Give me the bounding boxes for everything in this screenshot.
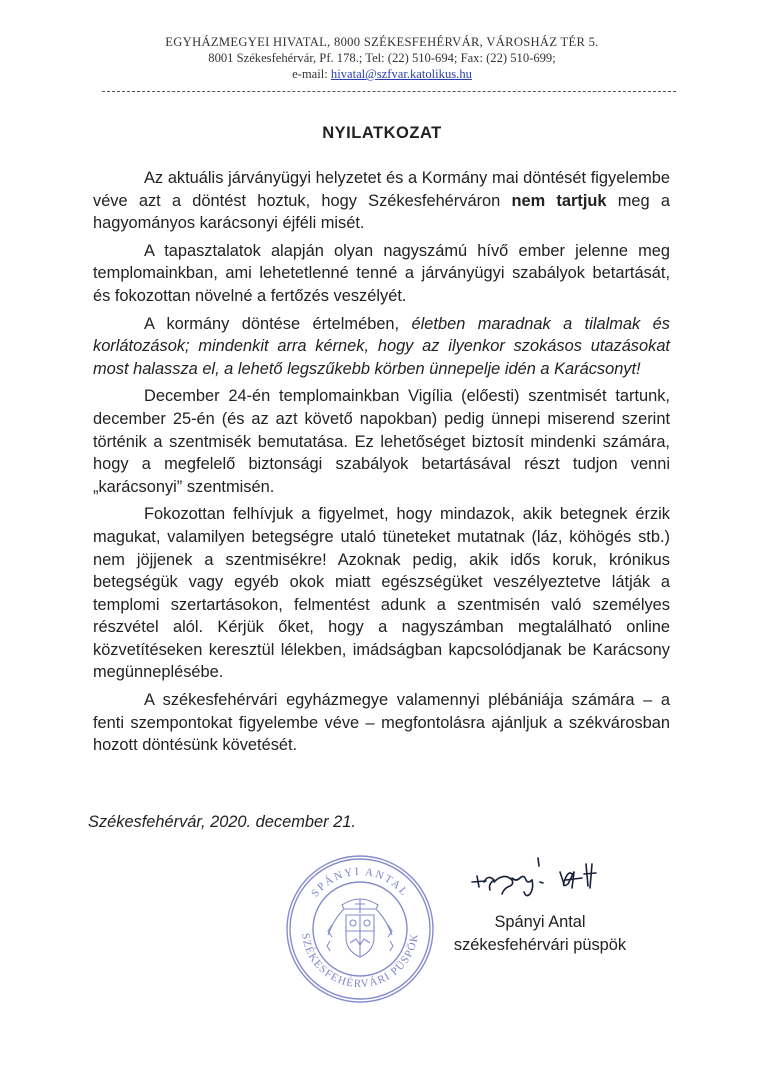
paragraph-5: Fokozottan felhívjuk a figyelmet, hogy mindazok, akik betegnek érzik magukat, valamilyen betegségre utaló tüneteket mutatnak (láz, köhögés stb.) nem jöjjenek a szentmisékre! Azoknak pedig, akik idős koruk, krónikus betegségük vagy egyéb okok miatt egészségüket veszélyeztetve látják a templomi szertartásokon, felmentést adunk a szentmisén való személyes részvétel alól. Kérjük őket, hogy a nagyszámban megtalálható online közvetítéseken keresztül lélekben, imádságban kapcsolódjanak be Karácsony megünneplésébe. bbox=[93, 505, 670, 682]
handwritten-signature bbox=[468, 852, 620, 902]
signatory-block bbox=[440, 911, 640, 957]
paragraph-1-text-a: Az aktuális járványügyi helyzetet és a Kormány mai döntését figyelembe véve azt a döntést hoztuk, hogy Székesfehérváron bbox=[93, 169, 670, 210]
paragraph-1-bold: nem tartjuk bbox=[511, 191, 607, 210]
letterhead-contact-line: 8001 Székesfehérvár, Pf. 178.; Tel: (22) 510-694; Fax: (22) 510-699; bbox=[208, 51, 556, 65]
paragraph-1 bbox=[93, 167, 670, 235]
paragraph-2: A tapasztalatok alapján olyan nagyszámú hívő ember jelenne meg templomainkban, ami lehetetlenné tenné a járványügyi szabályok betartását, és fokozottan növelné a fertőzés veszélyét. bbox=[93, 241, 670, 305]
document-date: Székesfehérvár, 2020. december 21. bbox=[88, 813, 356, 831]
paragraph-1-text-b: meg a hagyományos karácsonyi éjféli misét. bbox=[93, 191, 670, 233]
signatory-role: székesfehérvári püspök bbox=[453, 936, 627, 954]
signatory-name: Spányi Antal bbox=[494, 913, 586, 931]
seal-text-bottom: SZÉKESFEHÉRVÁRI PÜSPÖK bbox=[299, 932, 421, 991]
paragraph-4: December 24-én templomainkban Vigília (előesti) szentmisét tartunk, december 25-én (és az azt követő napokban) pedig ünnepi miserend szerint történik a szentmisék bemutatása. Ez lehetőséget biztosít mindenki számára, hogy a megfelelő biztonsági szabályok betartásával részt tudjon venni „karácsonyi” szentmisén. bbox=[93, 387, 670, 496]
letterhead-email-line bbox=[0, 66, 764, 82]
letterhead bbox=[0, 34, 764, 82]
paragraph-3-italic: életben maradnak a tilalmak és korlátozások; mindenkit arra kérnek, hogy az ilyenkor szokásos utazásokat most halassza el, a lehető legszűkebb körben ünnepelje idén a Karácsonyt! bbox=[93, 314, 670, 378]
document-title: NYILATKOZAT bbox=[322, 124, 442, 142]
letterhead-office-address: EGYHÁZMEGYEI HIVATAL, 8000 SZÉKESFEHÉRVÁR, VÁROSHÁZ TÉR 5. bbox=[165, 35, 599, 49]
seal-text-top: SPÁNYI ANTAL bbox=[309, 865, 411, 900]
bishop-seal bbox=[284, 853, 436, 1005]
header-divider bbox=[102, 91, 676, 92]
seal-coat-of-arms bbox=[327, 899, 393, 957]
paragraph-3 bbox=[93, 313, 670, 381]
paragraph-3-text-a: A kormány döntése értelmében, bbox=[144, 314, 412, 333]
document-body bbox=[93, 167, 670, 757]
paragraph-6: A székesfehérvári egyházmegye valamennyi plébániája számára – a fenti szempontokat figyelembe véve – megfontolásra ajánljuk a székvárosban hozott döntésünk követését. bbox=[93, 691, 670, 755]
email-label: e-mail: bbox=[292, 67, 331, 81]
email-link[interactable]: hivatal@szfvar.katolikus.hu bbox=[330, 67, 472, 81]
